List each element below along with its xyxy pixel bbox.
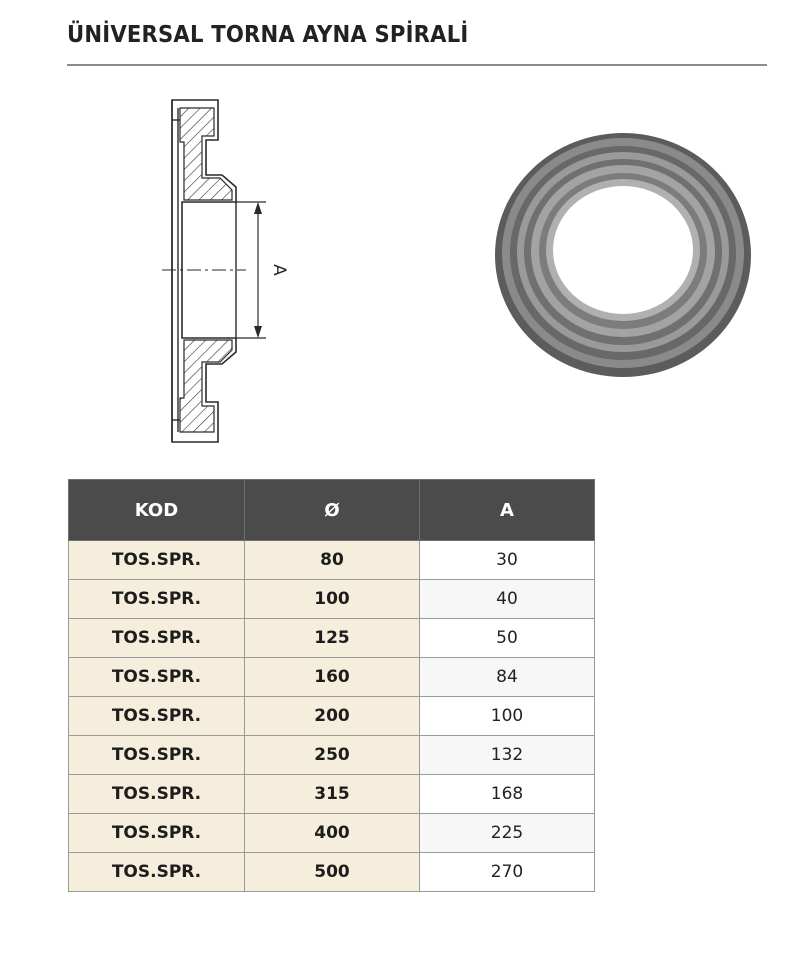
product-photo bbox=[485, 120, 760, 390]
cell-kod: TOS.SPR. bbox=[69, 697, 245, 736]
cell-a: 50 bbox=[420, 619, 595, 658]
spec-table bbox=[68, 479, 595, 892]
table-row bbox=[69, 736, 595, 775]
cell-diameter: 500 bbox=[245, 853, 420, 892]
cell-diameter: 80 bbox=[245, 541, 420, 580]
cell-a: 84 bbox=[420, 658, 595, 697]
cell-kod: TOS.SPR. bbox=[69, 775, 245, 814]
table-row bbox=[69, 541, 595, 580]
cell-a: 270 bbox=[420, 853, 595, 892]
cell-diameter: 315 bbox=[245, 775, 420, 814]
cell-kod: TOS.SPR. bbox=[69, 736, 245, 775]
cell-a: 225 bbox=[420, 814, 595, 853]
cell-a: 168 bbox=[420, 775, 595, 814]
cell-a: 100 bbox=[420, 697, 595, 736]
page-title: ÜNİVERSAL TORNA AYNA SPİRALİ bbox=[67, 22, 469, 48]
cell-diameter: 200 bbox=[245, 697, 420, 736]
header-a: A bbox=[420, 480, 595, 541]
cell-diameter: 125 bbox=[245, 619, 420, 658]
cell-kod: TOS.SPR. bbox=[69, 814, 245, 853]
cell-diameter: 160 bbox=[245, 658, 420, 697]
table-row bbox=[69, 697, 595, 736]
cell-kod: TOS.SPR. bbox=[69, 853, 245, 892]
cell-kod: TOS.SPR. bbox=[69, 658, 245, 697]
table-row bbox=[69, 580, 595, 619]
cell-diameter: 400 bbox=[245, 814, 420, 853]
dimension-a-label: A bbox=[269, 264, 289, 276]
cell-diameter: 250 bbox=[245, 736, 420, 775]
cell-a: 40 bbox=[420, 580, 595, 619]
table-header-row bbox=[69, 480, 595, 541]
cell-a: 30 bbox=[420, 541, 595, 580]
cell-kod: TOS.SPR. bbox=[69, 580, 245, 619]
table-row bbox=[69, 853, 595, 892]
header-kod: KOD bbox=[69, 480, 245, 541]
title-divider bbox=[67, 64, 767, 66]
table-row bbox=[69, 658, 595, 697]
cell-kod: TOS.SPR. bbox=[69, 619, 245, 658]
cell-kod: TOS.SPR. bbox=[69, 541, 245, 580]
table-row bbox=[69, 619, 595, 658]
cell-a: 132 bbox=[420, 736, 595, 775]
cross-section-drawing bbox=[150, 90, 290, 450]
table-row bbox=[69, 775, 595, 814]
cell-diameter: 100 bbox=[245, 580, 420, 619]
table-row bbox=[69, 814, 595, 853]
header-diameter: Ø bbox=[245, 480, 420, 541]
